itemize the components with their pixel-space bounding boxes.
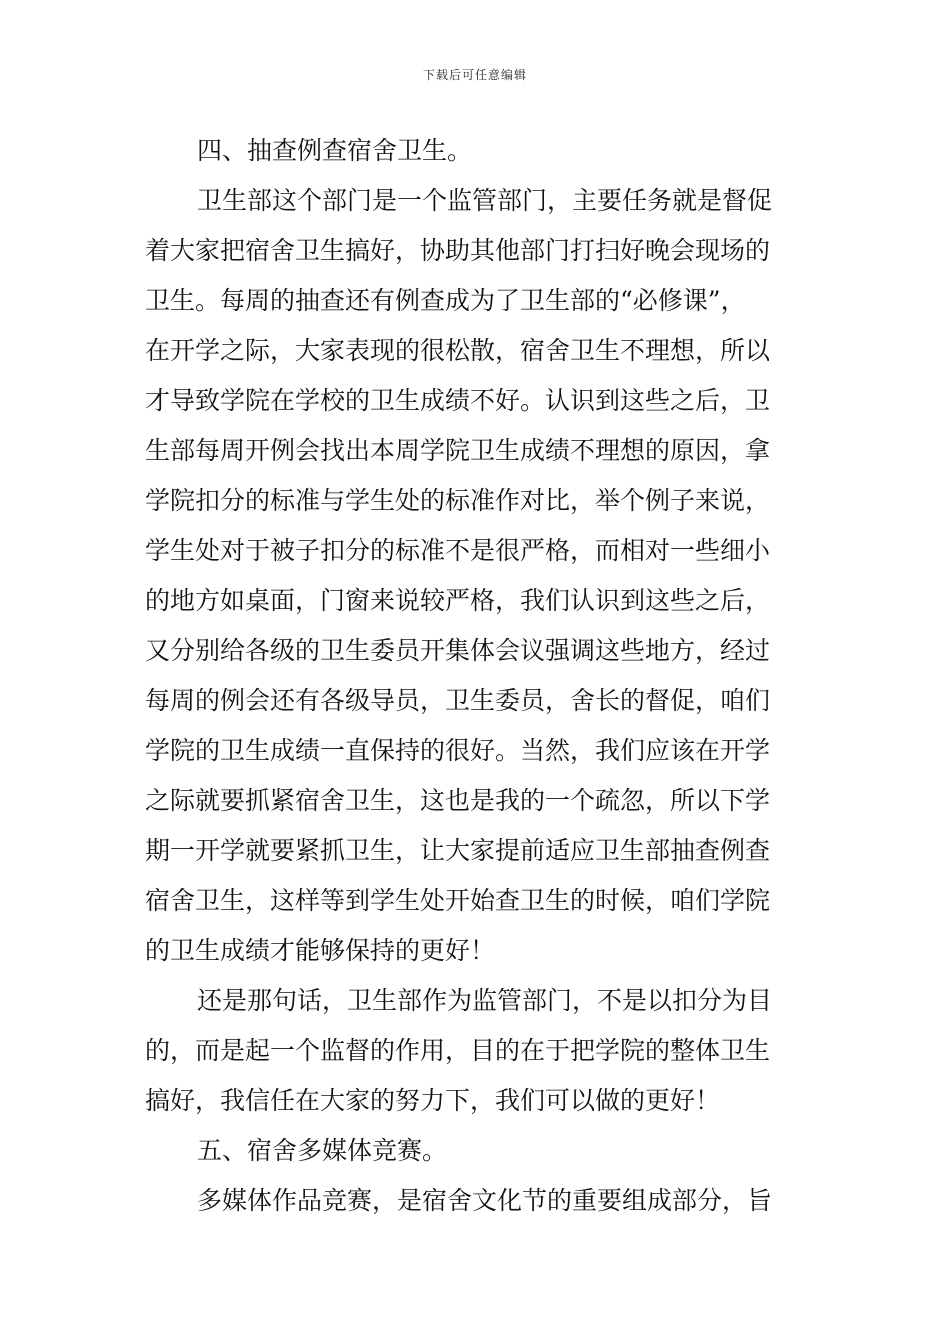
paragraph-line: 还是那句话，卫生部作为监管部门，不是以扣分为目	[197, 986, 773, 1015]
paragraph-line: 着大家把宿舍卫生搞好，协助其他部门打扫好晚会现场的	[145, 236, 771, 265]
page-header: 下载后可任意编辑	[422, 68, 527, 82]
section-heading-4: 四、抽查例查宿舍卫生。	[197, 136, 473, 165]
paragraph-line: 在开学之际，大家表现的很松散，宿舍卫生不理想，所以	[145, 336, 771, 365]
section-heading-5: 五、宿舍多媒体竞赛。	[197, 1136, 448, 1165]
paragraph-line: 之际就要抓紧宿舍卫生，这也是我的一个疏忽，所以下学	[145, 786, 771, 815]
paragraph-line: 学院扣分的标准与学生处的标准作对比，举个例子来说，	[145, 486, 771, 515]
paragraph-line: 搞好，我信任在大家的努力下，我们可以做的更好！	[145, 1086, 721, 1115]
paragraph-line: 每周的例会还有各级导员，卫生委员，舍长的督促，咱们	[145, 686, 771, 715]
paragraph-line: 学生处对于被子扣分的标准不是很严格，而相对一些细小	[145, 536, 771, 565]
paragraph-line: 期一开学就要紧抓卫生，让大家提前适应卫生部抽查例查	[145, 836, 771, 865]
paragraph-line: 才导致学院在学校的卫生成绩不好。认识到这些之后，卫	[145, 386, 771, 415]
paragraph-line: 又分别给各级的卫生委员开集体会议强调这些地方，经过	[145, 636, 771, 665]
paragraph-line: 生部每周开例会找出本周学院卫生成绩不理想的原因，拿	[145, 436, 771, 465]
paragraph-line: 的地方如桌面，门窗来说较严格，我们认识到这些之后，	[145, 586, 771, 615]
paragraph-line: 的，而是起一个监督的作用，目的在于把学院的整体卫生	[145, 1036, 771, 1065]
paragraph-line: 多媒体作品竞赛，是宿舍文化节的重要组成部分，旨	[197, 1186, 773, 1215]
paragraph-line: 卫生。每周的抽查还有例查成为了卫生部的“必修课”，	[145, 286, 746, 315]
document-body	[145, 126, 807, 1226]
paragraph-line: 学院的卫生成绩一直保持的很好。当然，我们应该在开学	[145, 736, 771, 765]
paragraph-line: 卫生部这个部门是一个监管部门，主要任务就是督促	[197, 186, 773, 215]
paragraph-line: 宿舍卫生，这样等到学生处开始查卫生的时候，咱们学院	[145, 886, 771, 915]
paragraph-line: 的卫生成绩才能够保持的更好！	[145, 936, 496, 965]
